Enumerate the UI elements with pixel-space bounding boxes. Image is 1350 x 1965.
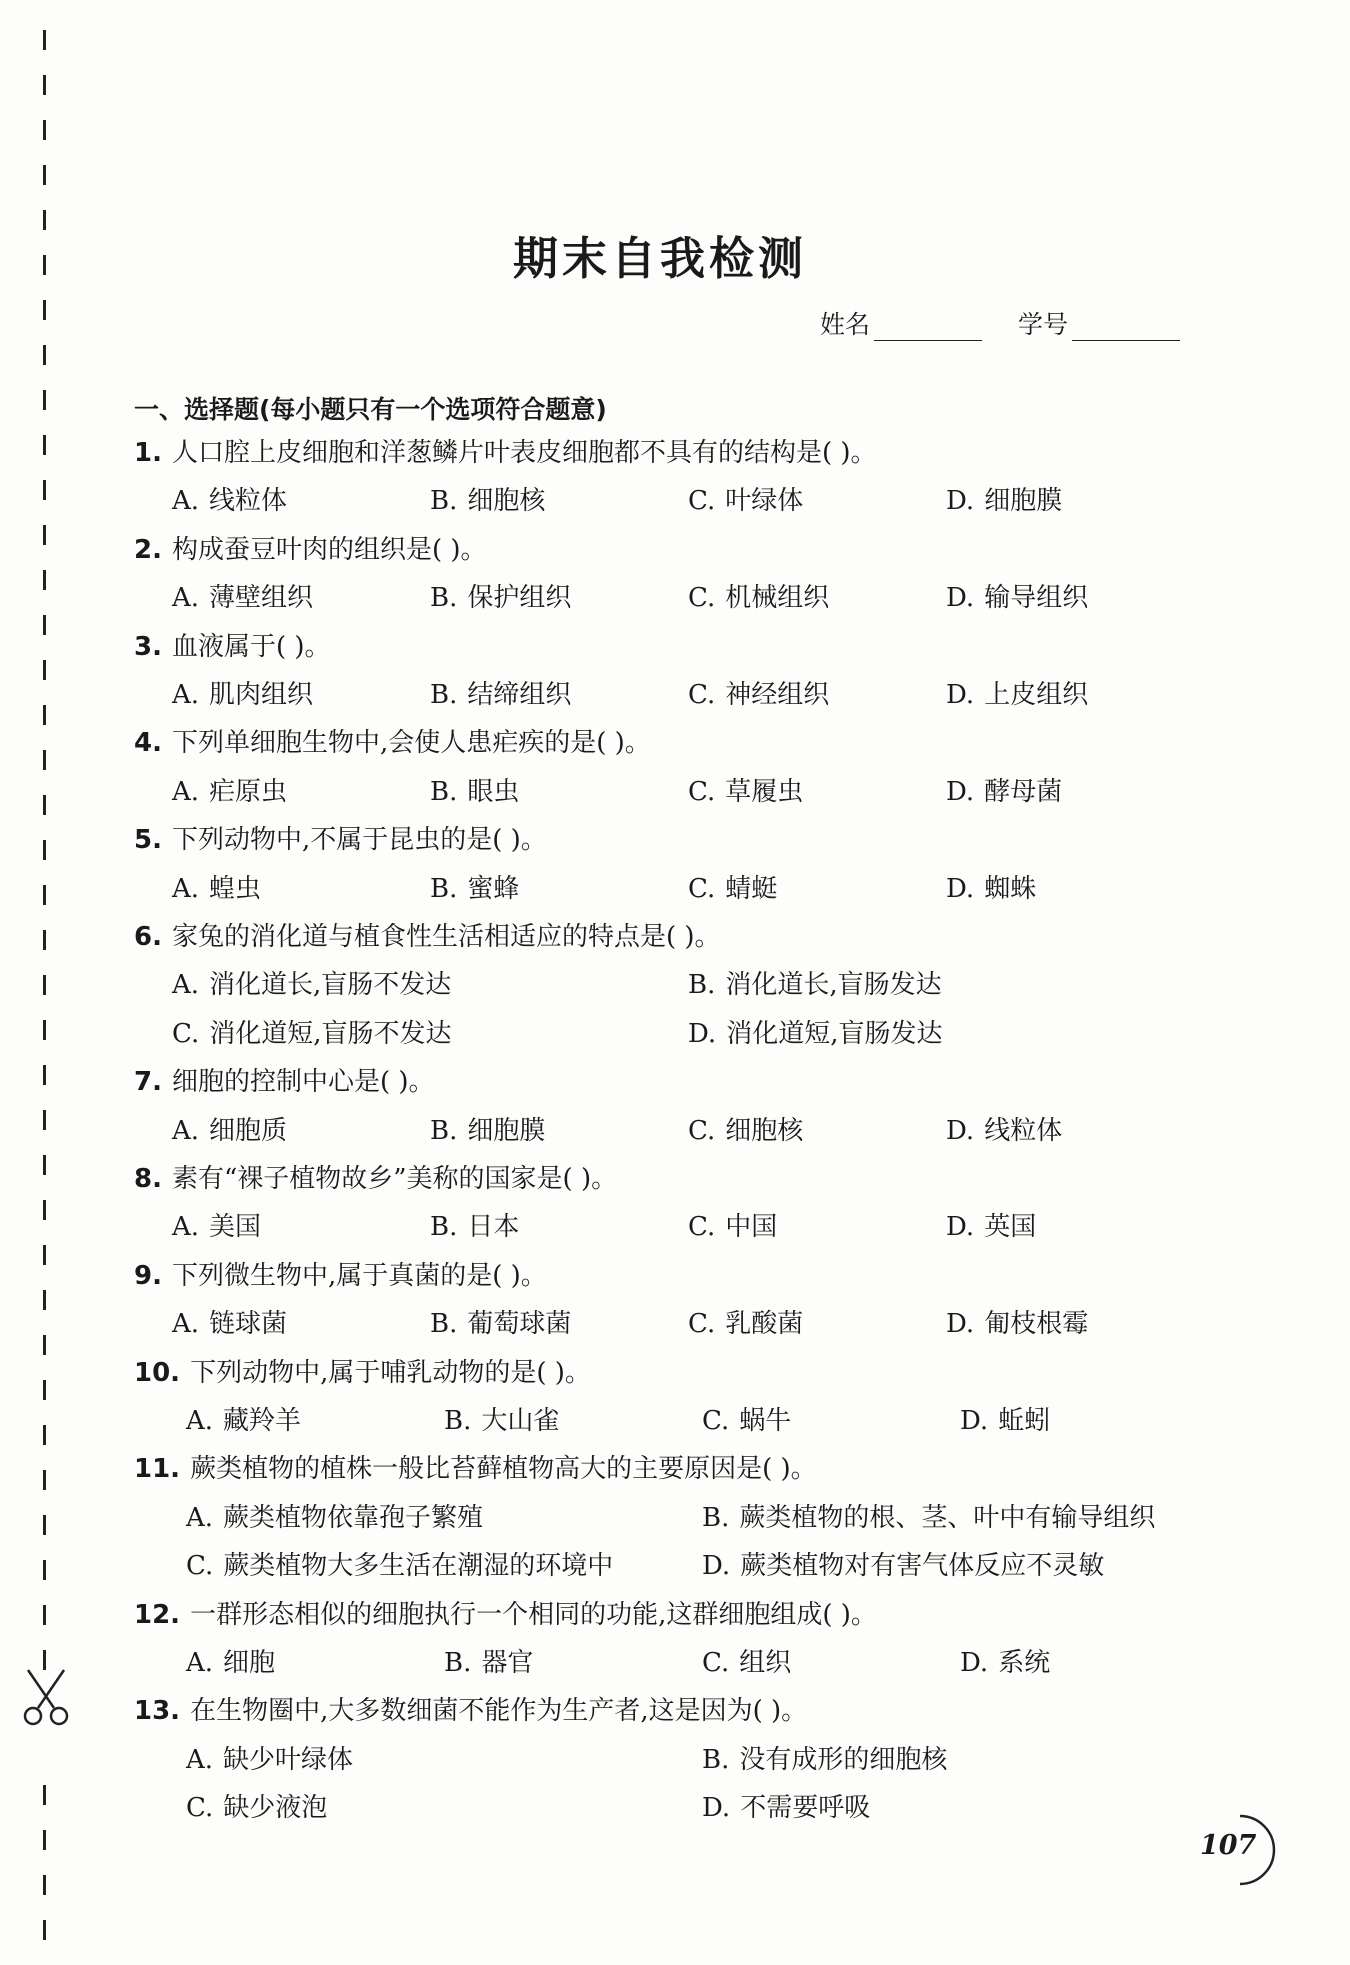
question-stem — [134, 1356, 591, 1390]
question-text: 家兔的消化道与植食性生活相适应的特点是( )。 — [171, 922, 721, 952]
name-blank[interactable] — [874, 312, 982, 341]
option-text: 蕨类植物依靠孢子繁殖 — [223, 1502, 484, 1533]
question-text: 一群形态相似的细胞执行一个相同的功能,这群细胞组成( )。 — [190, 1599, 877, 1630]
option-text: 神经组织 — [725, 680, 830, 710]
cut-line-dash — [43, 1470, 46, 1490]
option-text: 蕨类植物对有害气体反应不灵敏 — [740, 1551, 1105, 1582]
cut-line-dash — [43, 30, 46, 50]
cut-line-dash — [43, 1110, 46, 1130]
option-letter: C. — [186, 1551, 214, 1582]
cut-line-dash — [43, 930, 46, 950]
option-c[interactable] — [688, 1114, 803, 1148]
question-number: 5. — [134, 825, 162, 856]
option-letter: A. — [186, 1744, 214, 1775]
option-letter: C. — [688, 583, 716, 614]
cut-line-dash — [43, 840, 46, 860]
question-number: 13. — [134, 1696, 181, 1727]
option-letter: C. — [688, 873, 716, 904]
option-letter: D. — [946, 873, 975, 904]
question-text: 下列单细胞生物中,会使人患疟疾的是( )。 — [171, 728, 651, 759]
option-letter: B. — [430, 486, 458, 517]
option-text: 缺少叶绿体 — [223, 1744, 354, 1775]
question-number: 9. — [134, 1260, 162, 1291]
option-letter: A. — [172, 1309, 200, 1340]
option-text: 输导组织 — [984, 583, 1089, 614]
option-text: 结缔组织 — [467, 680, 572, 710]
option-text: 草履虫 — [725, 776, 804, 807]
question-number: 6. — [134, 922, 162, 952]
question-stem — [134, 1598, 877, 1632]
option-c[interactable] — [702, 1404, 791, 1438]
option-a[interactable] — [172, 581, 313, 615]
option-text: 细胞质 — [209, 1115, 288, 1146]
option-letter: A. — [172, 680, 200, 710]
option-letter: D. — [688, 1018, 717, 1049]
option-c[interactable] — [688, 581, 829, 615]
option-text: 蜗牛 — [739, 1406, 792, 1436]
option-letter: A. — [186, 1502, 214, 1533]
question-text: 蕨类植物的植株一般比苔藓植物高大的主要原因是( )。 — [190, 1454, 817, 1485]
scissors-icon — [18, 1668, 74, 1728]
option-text: 大山雀 — [481, 1406, 560, 1436]
option-a[interactable] — [186, 1743, 353, 1777]
option-letter: A. — [172, 486, 200, 517]
question-text: 下列动物中,不属于昆虫的是( )。 — [171, 825, 547, 856]
page-title: 期末自我检测 — [512, 232, 807, 285]
option-text: 匍枝根霉 — [984, 1309, 1089, 1340]
option-a[interactable] — [172, 775, 287, 809]
option-a[interactable] — [172, 968, 451, 1002]
option-b[interactable] — [430, 775, 519, 809]
cut-line-dash — [43, 75, 46, 95]
option-text: 酵母菌 — [984, 776, 1063, 807]
option-letter: D. — [960, 1406, 989, 1436]
cut-line-dash — [43, 1200, 46, 1220]
question-text: 构成蚕豆叶肉的组织是( )。 — [171, 534, 487, 565]
question-stem — [134, 920, 721, 954]
question-number: 11. — [134, 1454, 181, 1485]
option-letter: B. — [702, 1502, 730, 1533]
option-letter: D. — [960, 1648, 989, 1678]
option-text: 蜜蜂 — [467, 873, 520, 904]
cut-line-dash — [43, 795, 46, 815]
question-text: 下列动物中,属于哺乳动物的是( )。 — [190, 1357, 591, 1388]
option-letter: C. — [688, 486, 716, 517]
question-stem — [134, 436, 877, 470]
option-text: 蜻蜓 — [725, 873, 778, 904]
option-c[interactable] — [172, 1017, 452, 1051]
option-text: 肌肉组织 — [209, 680, 314, 710]
option-b[interactable] — [430, 1114, 545, 1148]
option-letter: B. — [444, 1648, 472, 1678]
option-letter: B. — [444, 1406, 472, 1436]
option-text: 系统 — [998, 1648, 1051, 1678]
name-label: 姓名 — [820, 310, 871, 339]
option-c[interactable] — [688, 872, 777, 906]
option-d[interactable] — [946, 484, 1062, 518]
option-a[interactable] — [172, 1114, 287, 1148]
option-letter: C. — [702, 1406, 730, 1436]
option-text: 消化道短,盲肠发达 — [726, 1018, 943, 1049]
option-text: 美国 — [209, 1212, 262, 1243]
option-text: 缺少液泡 — [223, 1793, 328, 1824]
option-letter: D. — [702, 1551, 731, 1582]
option-c[interactable] — [688, 484, 803, 518]
option-b[interactable] — [444, 1646, 533, 1680]
option-a[interactable] — [172, 678, 313, 712]
option-text: 眼虫 — [467, 776, 520, 807]
cut-line-dash — [43, 1515, 46, 1535]
option-letter: C. — [172, 1018, 200, 1049]
option-text: 藏羚羊 — [223, 1406, 302, 1436]
cut-line-dash — [43, 885, 46, 905]
cut-line-dash — [43, 1380, 46, 1400]
option-letter: D. — [946, 1309, 975, 1340]
option-letter: A. — [172, 776, 200, 807]
cut-line-dash — [43, 660, 46, 680]
option-text: 蜘蛛 — [984, 873, 1037, 904]
option-letter: A. — [172, 1212, 200, 1243]
option-d[interactable] — [960, 1646, 1050, 1680]
option-letter: B. — [430, 873, 458, 904]
option-text: 线粒体 — [984, 1115, 1063, 1146]
option-letter: B. — [430, 776, 458, 807]
option-text: 乳酸菌 — [725, 1309, 804, 1340]
question-stem — [134, 1694, 807, 1728]
option-text: 细胞膜 — [984, 486, 1063, 517]
cut-line-dash — [43, 525, 46, 545]
option-letter: B. — [430, 1212, 458, 1243]
option-text: 线粒体 — [209, 486, 288, 517]
question-stem — [134, 1452, 817, 1486]
question-text: 下列微生物中,属于真菌的是( )。 — [171, 1260, 547, 1291]
option-letter: D. — [946, 680, 975, 710]
option-letter: D. — [946, 486, 975, 517]
option-text: 机械组织 — [725, 583, 830, 614]
option-text: 蕨类植物大多生活在潮湿的环境中 — [223, 1551, 614, 1582]
page-number: 107 — [1200, 1830, 1257, 1861]
option-letter: B. — [430, 583, 458, 614]
option-text: 没有成形的细胞核 — [739, 1744, 948, 1775]
question-number: 7. — [134, 1067, 162, 1098]
question-text: 素有“裸子植物故乡”美称的国家是( )。 — [171, 1164, 618, 1194]
option-a[interactable] — [186, 1501, 483, 1535]
option-c[interactable] — [688, 678, 829, 712]
question-number: 12. — [134, 1599, 181, 1630]
option-text: 英国 — [984, 1212, 1037, 1243]
cut-line-dash — [43, 615, 46, 635]
option-b[interactable] — [430, 484, 545, 518]
option-a[interactable] — [186, 1646, 275, 1680]
option-d[interactable] — [946, 1114, 1062, 1148]
cut-line-dash — [43, 1650, 46, 1670]
option-letter: B. — [688, 970, 716, 1001]
question-stem — [134, 533, 487, 567]
question-text: 血液属于( )。 — [171, 631, 331, 662]
cut-line-dash — [43, 1065, 46, 1085]
option-text: 消化道短,盲肠不发达 — [209, 1018, 452, 1049]
question-stem — [134, 630, 331, 664]
cut-line-dash — [43, 1155, 46, 1175]
question-number: 3. — [134, 631, 162, 662]
option-b[interactable] — [430, 1210, 519, 1244]
option-text: 叶绿体 — [725, 486, 804, 517]
option-c[interactable] — [688, 1210, 777, 1244]
cut-line-dash — [43, 1020, 46, 1040]
option-letter: A. — [186, 1648, 214, 1678]
cut-line-dash — [43, 300, 46, 320]
cut-line-dash — [43, 1920, 46, 1940]
cut-line-dash — [43, 570, 46, 590]
option-d[interactable] — [946, 872, 1036, 906]
option-text: 细胞膜 — [467, 1115, 546, 1146]
option-letter: D. — [946, 1115, 975, 1146]
option-text: 保护组织 — [467, 583, 572, 614]
option-letter: A. — [172, 873, 200, 904]
option-d[interactable] — [946, 678, 1088, 712]
option-c[interactable] — [688, 1307, 803, 1341]
cut-line-dash — [43, 705, 46, 725]
cut-line-dash — [43, 345, 46, 365]
option-b[interactable] — [444, 1404, 559, 1438]
option-letter: D. — [946, 583, 975, 614]
option-a[interactable] — [172, 872, 261, 906]
option-b[interactable] — [430, 872, 519, 906]
option-text: 上皮组织 — [984, 680, 1089, 710]
option-d[interactable] — [946, 775, 1062, 809]
option-letter: A. — [172, 1115, 200, 1146]
option-text: 蝗虫 — [209, 873, 262, 904]
cut-line-dash — [43, 1245, 46, 1265]
question-stem — [134, 1162, 617, 1196]
option-letter: B. — [702, 1744, 730, 1775]
option-c[interactable] — [186, 1791, 327, 1825]
student-id-blank[interactable] — [1072, 312, 1180, 341]
option-letter: C. — [688, 776, 716, 807]
option-text: 薄壁组织 — [209, 583, 314, 614]
option-text: 细胞 — [223, 1648, 276, 1678]
option-text: 不需要呼吸 — [740, 1793, 871, 1824]
option-c[interactable] — [702, 1646, 791, 1680]
question-text: 人口腔上皮细胞和洋葱鳞片叶表皮细胞都不具有的结构是( )。 — [171, 438, 877, 468]
option-c[interactable] — [186, 1549, 613, 1583]
option-d[interactable] — [946, 581, 1088, 615]
option-text: 消化道长,盲肠不发达 — [209, 970, 452, 1001]
option-text: 蚯蚓 — [998, 1406, 1051, 1436]
option-b[interactable] — [688, 968, 942, 1002]
option-letter: C. — [186, 1793, 214, 1824]
option-b[interactable] — [702, 1501, 1155, 1535]
cut-line-dash — [43, 1425, 46, 1445]
option-text: 蕨类植物的根、茎、叶中有输导组织 — [739, 1502, 1156, 1533]
option-d[interactable] — [946, 1210, 1036, 1244]
cut-line-dash — [43, 480, 46, 500]
student-id-field[interactable] — [1018, 305, 1180, 341]
option-letter: D. — [946, 1212, 975, 1243]
option-text: 葡萄球菌 — [467, 1309, 572, 1340]
option-letter: C. — [688, 1309, 716, 1340]
option-letter: C. — [688, 1212, 716, 1243]
option-b[interactable] — [430, 581, 571, 615]
option-b[interactable] — [430, 678, 571, 712]
cut-line-dash — [43, 1290, 46, 1310]
option-text: 链球菌 — [209, 1309, 288, 1340]
option-d[interactable] — [702, 1791, 870, 1825]
option-a[interactable] — [186, 1404, 301, 1438]
option-c[interactable] — [688, 775, 803, 809]
option-text: 消化道长,盲肠发达 — [725, 970, 942, 1001]
option-text: 疟原虫 — [209, 776, 288, 807]
option-letter: C. — [688, 1115, 716, 1146]
option-b[interactable] — [702, 1743, 947, 1777]
option-b[interactable] — [430, 1307, 571, 1341]
question-stem — [134, 1259, 547, 1293]
option-text: 细胞核 — [725, 1115, 804, 1146]
cut-line-dash — [43, 1785, 46, 1805]
cut-line-dash — [43, 1335, 46, 1355]
option-letter: A. — [186, 1406, 214, 1436]
option-a[interactable] — [172, 1210, 261, 1244]
question-number: 10. — [134, 1357, 181, 1388]
option-text: 器官 — [481, 1648, 534, 1678]
question-text: 细胞的控制中心是( )。 — [171, 1067, 435, 1098]
question-number: 4. — [134, 728, 162, 759]
cut-line-dash — [43, 390, 46, 410]
option-letter: D. — [702, 1793, 731, 1824]
question-number: 1. — [134, 438, 162, 468]
option-a[interactable] — [172, 1307, 287, 1341]
option-letter: B. — [430, 1309, 458, 1340]
question-stem — [134, 1065, 435, 1099]
cut-line-dash — [43, 1605, 46, 1625]
cut-line-dash — [43, 120, 46, 140]
option-letter: A. — [172, 583, 200, 614]
cut-line-dash — [43, 1560, 46, 1580]
option-text: 日本 — [467, 1212, 520, 1243]
cut-line-dash — [43, 165, 46, 185]
section-heading: 一、选择题(每小题只有一个选项符合题意) — [134, 395, 607, 424]
option-text: 细胞核 — [467, 486, 546, 517]
cut-line-dash — [43, 1875, 46, 1895]
option-letter: D. — [946, 776, 975, 807]
option-letter: C. — [702, 1648, 730, 1678]
option-d[interactable] — [688, 1017, 942, 1051]
option-a[interactable] — [172, 484, 287, 518]
cut-line-dash — [43, 1830, 46, 1850]
option-d[interactable] — [946, 1307, 1088, 1341]
cut-line — [40, 30, 50, 1930]
question-number: 2. — [134, 534, 162, 565]
option-text: 组织 — [739, 1648, 792, 1678]
option-text: 中国 — [725, 1212, 778, 1243]
option-d[interactable] — [960, 1404, 1050, 1438]
option-d[interactable] — [702, 1549, 1104, 1583]
option-letter: B. — [430, 1115, 458, 1146]
option-letter: C. — [688, 680, 716, 710]
option-letter: B. — [430, 680, 458, 710]
question-stem — [134, 823, 547, 857]
option-letter: A. — [172, 970, 200, 1001]
cut-line-dash — [43, 750, 46, 770]
cut-line-dash — [43, 435, 46, 455]
cut-line-dash — [43, 975, 46, 995]
question-stem — [134, 726, 651, 760]
student-id-label: 学号 — [1018, 310, 1069, 339]
question-text: 在生物圈中,大多数细菌不能作为生产者,这是因为( )。 — [190, 1696, 808, 1727]
name-field[interactable] — [820, 305, 982, 341]
question-number: 8. — [134, 1164, 162, 1194]
